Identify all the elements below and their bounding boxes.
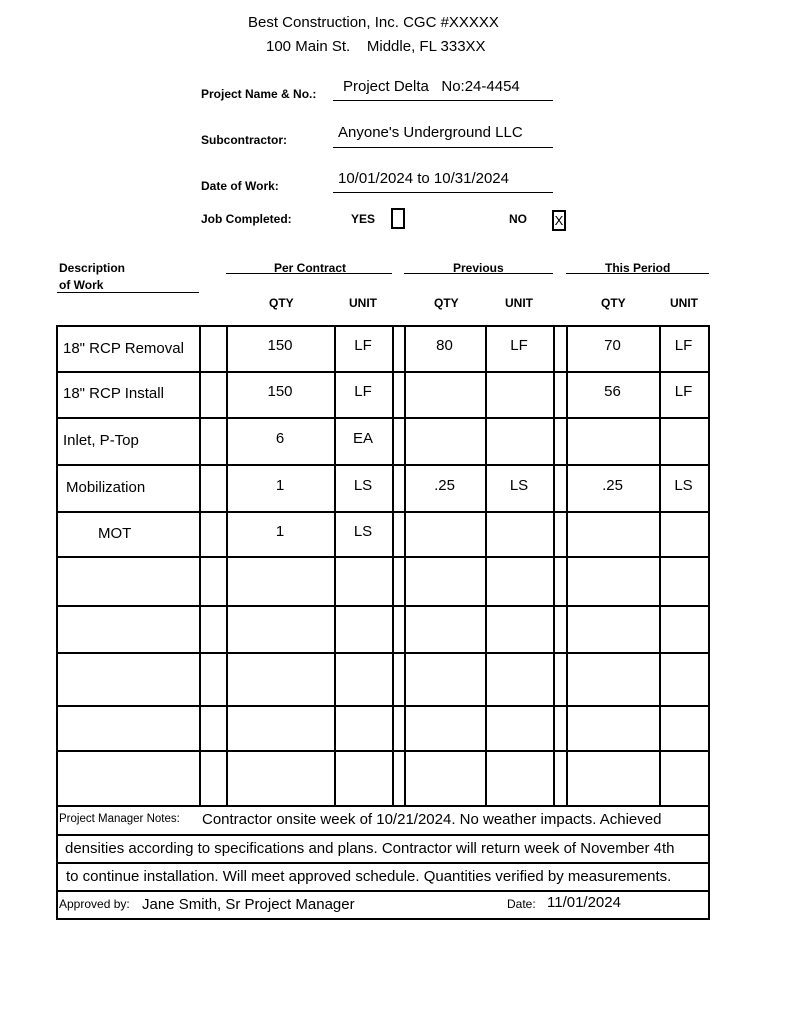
subcontractor-value[interactable]: Anyone's Underground LLC — [338, 124, 523, 141]
desc-underline — [57, 292, 199, 293]
row-description[interactable]: 18" RCP Removal — [63, 340, 184, 357]
this-period-header: This Period — [605, 261, 671, 275]
approved-by-label: Approved by: — [59, 897, 130, 911]
notes-divider — [56, 890, 710, 892]
row-divider — [56, 511, 710, 513]
cell-pc-unit[interactable]: EA — [352, 429, 373, 447]
row-divider — [56, 556, 710, 558]
column-divider — [56, 325, 58, 807]
company-name: Best Construction, Inc. CGC #XXXXX — [248, 14, 499, 31]
row-divider — [56, 371, 710, 373]
cell-pc-qty[interactable]: 150 — [267, 383, 293, 400]
cell-pc-unit[interactable]: LS — [353, 522, 373, 540]
notes-line-1[interactable]: Contractor onsite week of 10/21/2024. No weather impacts. Achieved — [202, 811, 662, 828]
no-checkbox[interactable]: X — [552, 210, 566, 231]
cell-pc-unit[interactable]: LS — [353, 476, 373, 494]
this-period-underline — [566, 273, 709, 274]
cell-tp-unit[interactable]: LS — [674, 476, 693, 494]
cell-tp-unit[interactable]: LF — [674, 337, 693, 354]
prev-qty-header: QTY — [434, 296, 459, 310]
column-divider — [708, 325, 710, 807]
row-divider — [56, 605, 710, 607]
border-right — [708, 805, 710, 920]
row-divider — [56, 750, 710, 752]
yes-checkbox[interactable] — [391, 208, 405, 229]
border-left — [56, 805, 58, 920]
cell-pc-unit[interactable]: LF — [354, 383, 372, 400]
no-label: NO — [509, 212, 527, 226]
column-divider — [553, 325, 555, 807]
desc-header-2: of Work — [59, 278, 104, 292]
company-address: 100 Main St. Middle, FL 333XX — [266, 38, 486, 55]
approval-date-value[interactable]: 11/01/2024 — [547, 894, 621, 911]
pc-unit-header: UNIT — [349, 296, 377, 310]
cell-prev-unit[interactable]: LS — [509, 476, 529, 494]
per-contract-underline — [226, 273, 392, 274]
date-underline — [333, 192, 553, 193]
cell-tp-unit[interactable]: LF — [674, 383, 693, 400]
notes-label: Project Manager Notes: — [59, 813, 180, 825]
column-divider — [485, 325, 487, 807]
cell-prev-qty[interactable]: .25 — [434, 476, 455, 494]
cell-pc-qty[interactable]: 1 — [275, 522, 285, 540]
cell-pc-unit[interactable]: LF — [354, 337, 372, 354]
cell-pc-qty[interactable]: 6 — [275, 429, 285, 447]
column-divider — [392, 325, 394, 807]
per-contract-header: Per Contract — [274, 261, 347, 275]
prev-unit-header: UNIT — [505, 296, 533, 310]
row-description[interactable]: 18" RCP Install — [63, 385, 164, 402]
job-completed-label: Job Completed: — [201, 212, 292, 226]
row-divider — [56, 464, 710, 466]
notes-divider — [56, 862, 710, 864]
date-of-work-value[interactable]: 10/01/2024 to 10/31/2024 — [338, 170, 509, 187]
previous-underline — [404, 273, 553, 274]
project-underline — [333, 100, 553, 101]
cell-prev-qty[interactable]: 80 — [436, 337, 453, 354]
row-divider — [56, 652, 710, 654]
row-divider — [56, 705, 710, 707]
subcontractor-label: Subcontractor: — [201, 133, 288, 147]
cell-pc-qty[interactable]: 150 — [267, 337, 293, 354]
cell-tp-qty[interactable]: 70 — [604, 337, 621, 354]
row-divider — [56, 805, 710, 807]
row-description[interactable]: MOT — [98, 524, 132, 542]
row-description[interactable]: Inlet, P-Top — [63, 431, 139, 449]
previous-header: Previous — [453, 261, 504, 275]
yes-label: YES — [351, 212, 376, 226]
row-divider — [56, 325, 710, 327]
project-value[interactable]: Project Delta No:24-4454 — [343, 78, 520, 95]
column-divider — [199, 325, 201, 807]
notes-divider — [56, 918, 710, 920]
tp-unit-header: UNIT — [670, 296, 698, 310]
tp-qty-header: QTY — [601, 296, 626, 310]
project-label: Project Name & No.: — [201, 87, 317, 101]
pc-qty-header: QTY — [269, 296, 294, 310]
row-description[interactable]: Mobilization — [66, 478, 146, 496]
cell-tp-qty[interactable]: 56 — [604, 383, 621, 400]
desc-header-1: Description — [59, 261, 126, 275]
notes-line-2[interactable]: densities according to specifications and plans. Contractor will return week of November 4th — [65, 840, 675, 857]
approval-date-label: Date: — [507, 897, 536, 911]
notes-line-3[interactable]: to continue installation. Will meet approved schedule. Quantities verified by measurements. — [66, 868, 672, 885]
cell-pc-qty[interactable]: 1 — [275, 476, 285, 494]
subcontractor-underline — [333, 147, 553, 148]
approved-by-value[interactable]: Jane Smith, Sr Project Manager — [142, 896, 355, 913]
date-of-work-label: Date of Work: — [201, 179, 279, 193]
cell-prev-unit[interactable]: LF — [510, 337, 528, 354]
notes-divider — [56, 834, 710, 836]
column-divider — [404, 325, 406, 807]
cell-tp-qty[interactable]: .25 — [602, 476, 623, 494]
row-divider — [56, 417, 710, 419]
